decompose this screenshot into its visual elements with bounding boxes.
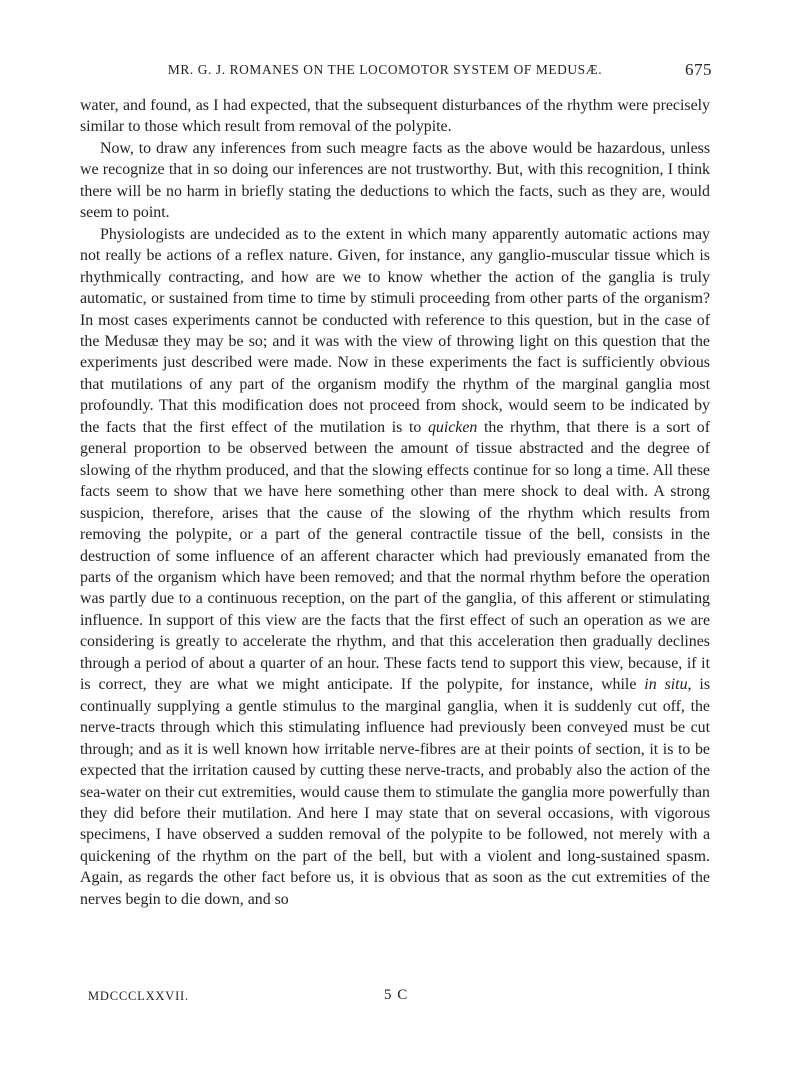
page-footer [88,987,718,1007]
footer-year-mark: MDCCCLXXVII. [88,989,189,1003]
text-segment: , is continually supplying a gentle stimulus to the marginal ganglia, when it is suddenly cut off, the nerve-tracts through which this stimulating influence had previously been conveyed must be cut through; and as it is well known how irritable nerve-fibres are at their points of section, it is to be expected that the irritation caused by cutting these nerve-tracts, and probably also the action of the sea-water on their cut extremities, would cause them to stimulate the ganglia more powerfully than they did before their mutilation. And here I may state that on several occasions, with vigorous specimens, I have observed a sudden removal of the polypite to be followed, not merely with a quickening of the rhythm on the part of the bell, but with a violent and long-sustained spasm. Again, as regards the other fact before us, it is obvious that as soon as the cut extremities of the nerves begin to die down, and so [80,676,711,908]
italic-quicken: quicken [427,418,478,436]
italic-in-situ: in situ [644,676,688,694]
paragraph-physiologists [80,224,710,911]
page-number: 675 [685,60,712,79]
running-head [82,62,712,84]
text-segment: Physiologists are undecided as to the extent in which many apparently automatic actions may not really be actions of a reflex nature. Given, for instance, any ganglio-muscular tissue which is rhythmically contracting, and how are we to know whether the action of the ganglia is truly automatic, or sustained from time to time by stimuli proceeding from other parts of the organism? In most cases experiments cannot be conducted with reference to this question, but in the case of the Medusæ they may be so; and it was with the view of throwing light on this question that the experiments just described were made. Now in these experiments the fact is sufficiently obvious that mutilations of any part of the organism modify the rhythm of the marginal ganglia most profoundly. That this modification does not proceed from shock, would seem to be indicated by the facts that the first effect of the mutilation is to [80,225,710,436]
paragraph-continuation [80,95,710,138]
signature-mark: 5 C [384,987,409,1003]
text-segment: the rhythm, that there is a sort of general proportion to be observed between the amount of tissue abstracted and the degree of slowing of the rhythm produced, and that the slowing effects continue for so long a time. All these facts seem to show that we have here something other than mere shock to deal with. A strong suspicion, therefore, arises that the cause of the slowing of the rhythm which results from removing the polypite, or a part of the general contractile tissue of the bell, consists in the destruction of some influence of an afferent character which had previously emanated from the parts of the organism which have been removed; and that the normal rhythm before the operation was partly due to a continuous reception, on the part of the ganglia, of this afferent or stimulating influence. In support of this view are the facts that the first effect of such an operation as we are considering is greatly to accelerate the rhythm, and that this acceleration then gradually declines through a period of about a quarter of an hour. These facts tend to support this view, because, if it is correct, they are what we might anticipate. If the polypite, for instance, while [80,418,710,694]
paragraph-inferences [80,138,710,224]
running-head-title: MR. G. J. ROMANES ON THE LOCOMOTOR SYSTEM OF MEDUSÆ. [167,62,603,77]
body-text [80,95,710,910]
text-segment: Now, to draw any inferences from such meagre facts as the above would be hazardous, unless we recognize that in so doing our inferences are not trustworthy. But, with this recognition, I think there will be no harm in briefly stating the deductions to which the facts, such as they are, would seem to point. [80,139,710,222]
text-segment: water, and found, as I had expected, that the subsequent disturbances of the rhythm were precisely similar to those which result from removal of the polypite. [80,97,710,136]
